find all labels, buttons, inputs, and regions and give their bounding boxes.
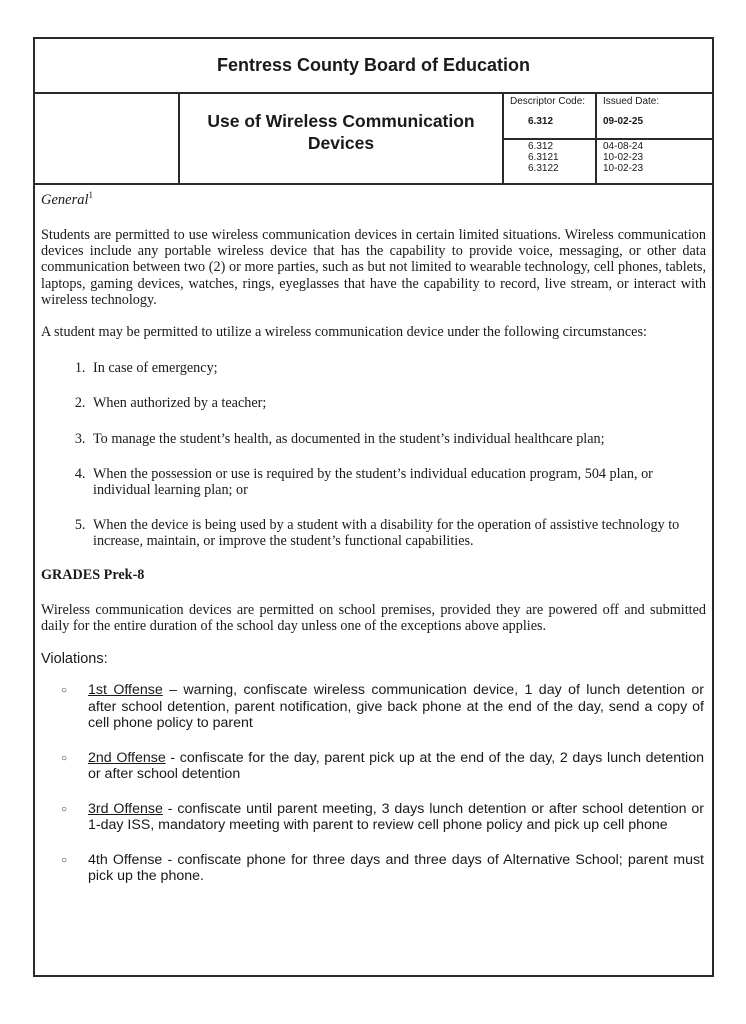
issued-date-label: Issued Date: <box>603 96 660 107</box>
policy-title-line2: Devices <box>307 132 375 153</box>
list-item: 3. To manage the student’s health, as documented in the student’s individual healthcare plan; <box>89 431 706 447</box>
organization-title <box>35 39 712 94</box>
logo-cell <box>35 94 180 183</box>
circle-bullet-icon: ○ <box>61 803 68 815</box>
footnote-marker[interactable]: 1 <box>88 190 94 200</box>
descriptor-code-value: 6.312 <box>528 116 554 127</box>
list-item: 2. When authorized by a teacher; <box>89 395 706 411</box>
list-item: 1. In case of emergency; <box>89 360 706 376</box>
offense-text: - confiscate for the day, parent pick up at the end of the day, 2 days lunch detention or after school detention <box>88 749 704 783</box>
policy-body <box>35 187 712 885</box>
policy-title-line1: Use of Wireless Communication <box>207 110 475 131</box>
offense-label: 1st Offense <box>88 682 163 699</box>
circumstances-intro: A student may be permitted to utilize a wireless communication device under the following circumstances: <box>41 324 647 341</box>
list-item: 4. When the possession or use is required by the student’s individual education program, 504 plan, or individual learning plan; or <box>89 466 706 498</box>
definition-paragraph: Students are permitted to use wireless communication devices in certain limited situations. Wireless communication devices include any portable wireless device that has the capability to provide voice, messaging, or other data communication between two (2) or more parties, such as but not limited to wearable technology, cell phones, tablets, laptops, gaming devices, watches, rings, eyeglasses that have the capability to record, live stream, or interact with wireless technology. <box>41 227 706 308</box>
list-item <box>61 801 706 834</box>
header-table <box>35 94 712 185</box>
circumstances-list <box>41 360 706 549</box>
offense-text: – warning, confiscate wireless communication device, 1 day of lunch detention or after school detention, parent notification, give back phone at the end of the day, send a copy of cell phone policy to parent <box>88 682 704 732</box>
issued-date-value: 09-02-25 <box>603 116 644 127</box>
list-item <box>61 682 706 732</box>
grades-paragraph: Wireless communication devices are permitted on school premises, provided they are powered off and submitted daily for the entire duration of the school day unless one of the exceptions above applies. <box>41 601 706 635</box>
general-heading: General$^1$ <box>41 190 94 208</box>
descriptor-code-label: Descriptor Code: <box>510 96 586 107</box>
prior-code: 6.312 <box>528 141 554 152</box>
offense-label: 4th Offense <box>88 851 163 868</box>
prior-code: 6.3121 <box>528 152 559 163</box>
offense-text: - confiscate until parent meeting, 3 days lunch detention or after school detention or 1-day ISS, mandatory meeting with parent to review cell phone policy and pick up cell phone <box>88 800 704 834</box>
policy-title <box>180 94 504 183</box>
violations-label: Violations: <box>41 651 108 668</box>
offenses-list <box>41 682 706 885</box>
list-item: 5. When the device is being used by a student with a disability for the operation of assistive technology to increase, maintain, or improve the student’s functional capabilities. <box>89 517 706 549</box>
prior-date: 10-02-23 <box>603 163 644 174</box>
prior-code: 6.3122 <box>528 163 559 174</box>
descriptor-code-cell <box>504 94 597 138</box>
offense-label: 3rd Offense <box>88 800 163 817</box>
offense-text: - confiscate phone for three days and three days of Alternative School; parent must pick up the phone. <box>88 851 705 885</box>
list-item <box>61 750 706 783</box>
list-item <box>61 852 706 885</box>
policy-document <box>33 37 714 977</box>
circle-bullet-icon: ○ <box>61 685 68 697</box>
organization-name: Fentress County Board of Education <box>216 55 531 75</box>
prior-codes-cell <box>504 140 597 183</box>
prior-date: 04-08-24 <box>603 141 644 152</box>
prior-dates-cell <box>597 140 712 183</box>
circle-bullet-icon: ○ <box>61 752 68 764</box>
grades-heading: GRADES Prek-8 <box>41 566 145 583</box>
policy-meta <box>504 94 712 183</box>
circle-bullet-icon: ○ <box>61 854 68 866</box>
offense-label: 2nd Offense <box>88 749 166 766</box>
prior-date: 10-02-23 <box>603 152 644 163</box>
issued-date-cell <box>597 94 712 138</box>
